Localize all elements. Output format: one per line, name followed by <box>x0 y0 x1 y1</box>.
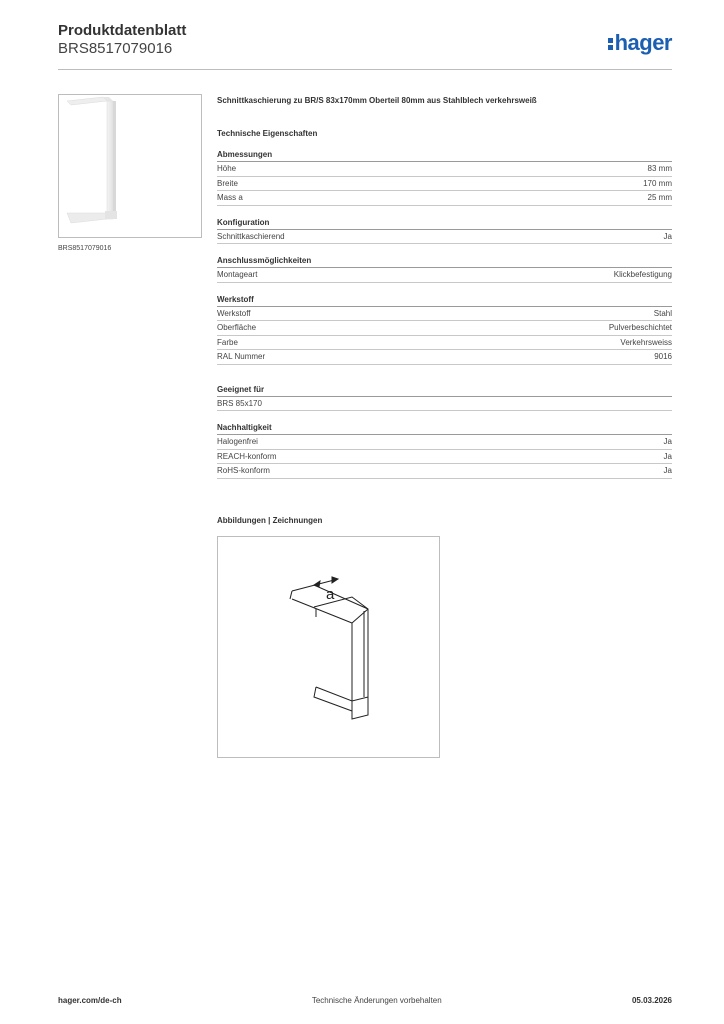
property-label: REACH-konform <box>217 451 277 461</box>
property-row <box>217 464 672 479</box>
property-row <box>217 321 672 336</box>
details-column <box>217 96 672 479</box>
hager-logo: hager <box>608 30 672 56</box>
section-anschlussm-glichkeiten <box>217 256 672 283</box>
page-header <box>58 22 672 70</box>
property-value: Ja <box>663 437 672 446</box>
property-value: Klickbefestigung <box>613 270 672 279</box>
product-render-icon <box>59 95 201 237</box>
property-label: Montageart <box>217 270 258 279</box>
technical-properties-title: Technische Eigenschaften <box>217 129 318 138</box>
property-value: 25 mm <box>647 193 672 202</box>
page-footer <box>58 996 672 1005</box>
property-label: BRS 85x170 <box>217 398 262 408</box>
property-value: 170 mm <box>643 178 672 188</box>
technical-drawing <box>217 536 440 758</box>
section-title: Abmessungen <box>217 150 672 162</box>
property-label: Schnittkaschierend <box>217 231 285 241</box>
product-description: Schnittkaschierung zu BR/S 83x170mm Oberteil 80mm aus Stahlblech verkehrsweiß <box>217 96 537 105</box>
logo-mark-icon <box>608 36 613 50</box>
property-row <box>217 162 672 177</box>
property-label: Höhe <box>217 164 237 173</box>
property-row <box>217 450 672 465</box>
property-value: Ja <box>663 466 672 475</box>
section-geeignet-f-r <box>217 385 672 412</box>
property-row <box>217 397 672 412</box>
section-werkstoff <box>217 295 672 365</box>
property-value: Pulverbeschichtet <box>608 323 672 332</box>
property-value: Verkehrsweiss <box>620 337 672 347</box>
properties-sections <box>217 150 672 479</box>
section-nachhaltigkeit <box>217 423 672 479</box>
property-value: Ja <box>663 231 672 241</box>
drawing-icon <box>218 537 439 757</box>
section-title: Werkstoff <box>217 295 672 307</box>
property-label: Werkstoff <box>217 308 251 318</box>
property-value: 9016 <box>654 352 672 361</box>
property-row <box>217 336 672 351</box>
footer-website[interactable]: hager.com/de-ch <box>58 996 122 1005</box>
section-konfiguration <box>217 218 672 245</box>
figures-title: Abbildungen | Zeichnungen <box>217 516 323 525</box>
property-label: Halogenfrei <box>217 437 258 446</box>
property-row <box>217 268 672 283</box>
product-image-caption: BRS8517079016 <box>58 245 112 252</box>
section-abmessungen <box>217 150 672 206</box>
footer-notice: Technische Änderungen vorbehalten <box>311 996 442 1005</box>
property-value: Stahl <box>653 308 672 318</box>
property-row <box>217 191 672 206</box>
property-label: RoHS-konform <box>217 466 270 475</box>
property-label: Farbe <box>217 337 238 347</box>
figures-section <box>217 516 672 526</box>
property-label: Oberfläche <box>217 323 257 332</box>
section-title: Geeignet für <box>217 385 672 397</box>
property-label: RAL Nummer <box>217 352 266 361</box>
property-row <box>217 350 672 365</box>
property-value: Ja <box>663 451 672 461</box>
property-label: Breite <box>217 178 238 188</box>
property-value: 83 mm <box>647 164 672 173</box>
product-image <box>58 94 202 238</box>
section-title: Konfiguration <box>217 218 672 230</box>
dimension-a-label: a <box>326 586 335 603</box>
property-row <box>217 177 672 192</box>
property-row <box>217 230 672 245</box>
product-number: BRS8517079016 <box>58 40 173 57</box>
section-title: Anschlussmöglichkeiten <box>217 256 672 268</box>
property-row <box>217 307 672 322</box>
footer-date: 05.03.2026 <box>631 996 672 1005</box>
document-title: Produktdatenblatt <box>58 22 187 39</box>
property-row <box>217 435 672 450</box>
property-label: Mass a <box>217 193 243 202</box>
section-title: Nachhaltigkeit <box>217 423 672 435</box>
